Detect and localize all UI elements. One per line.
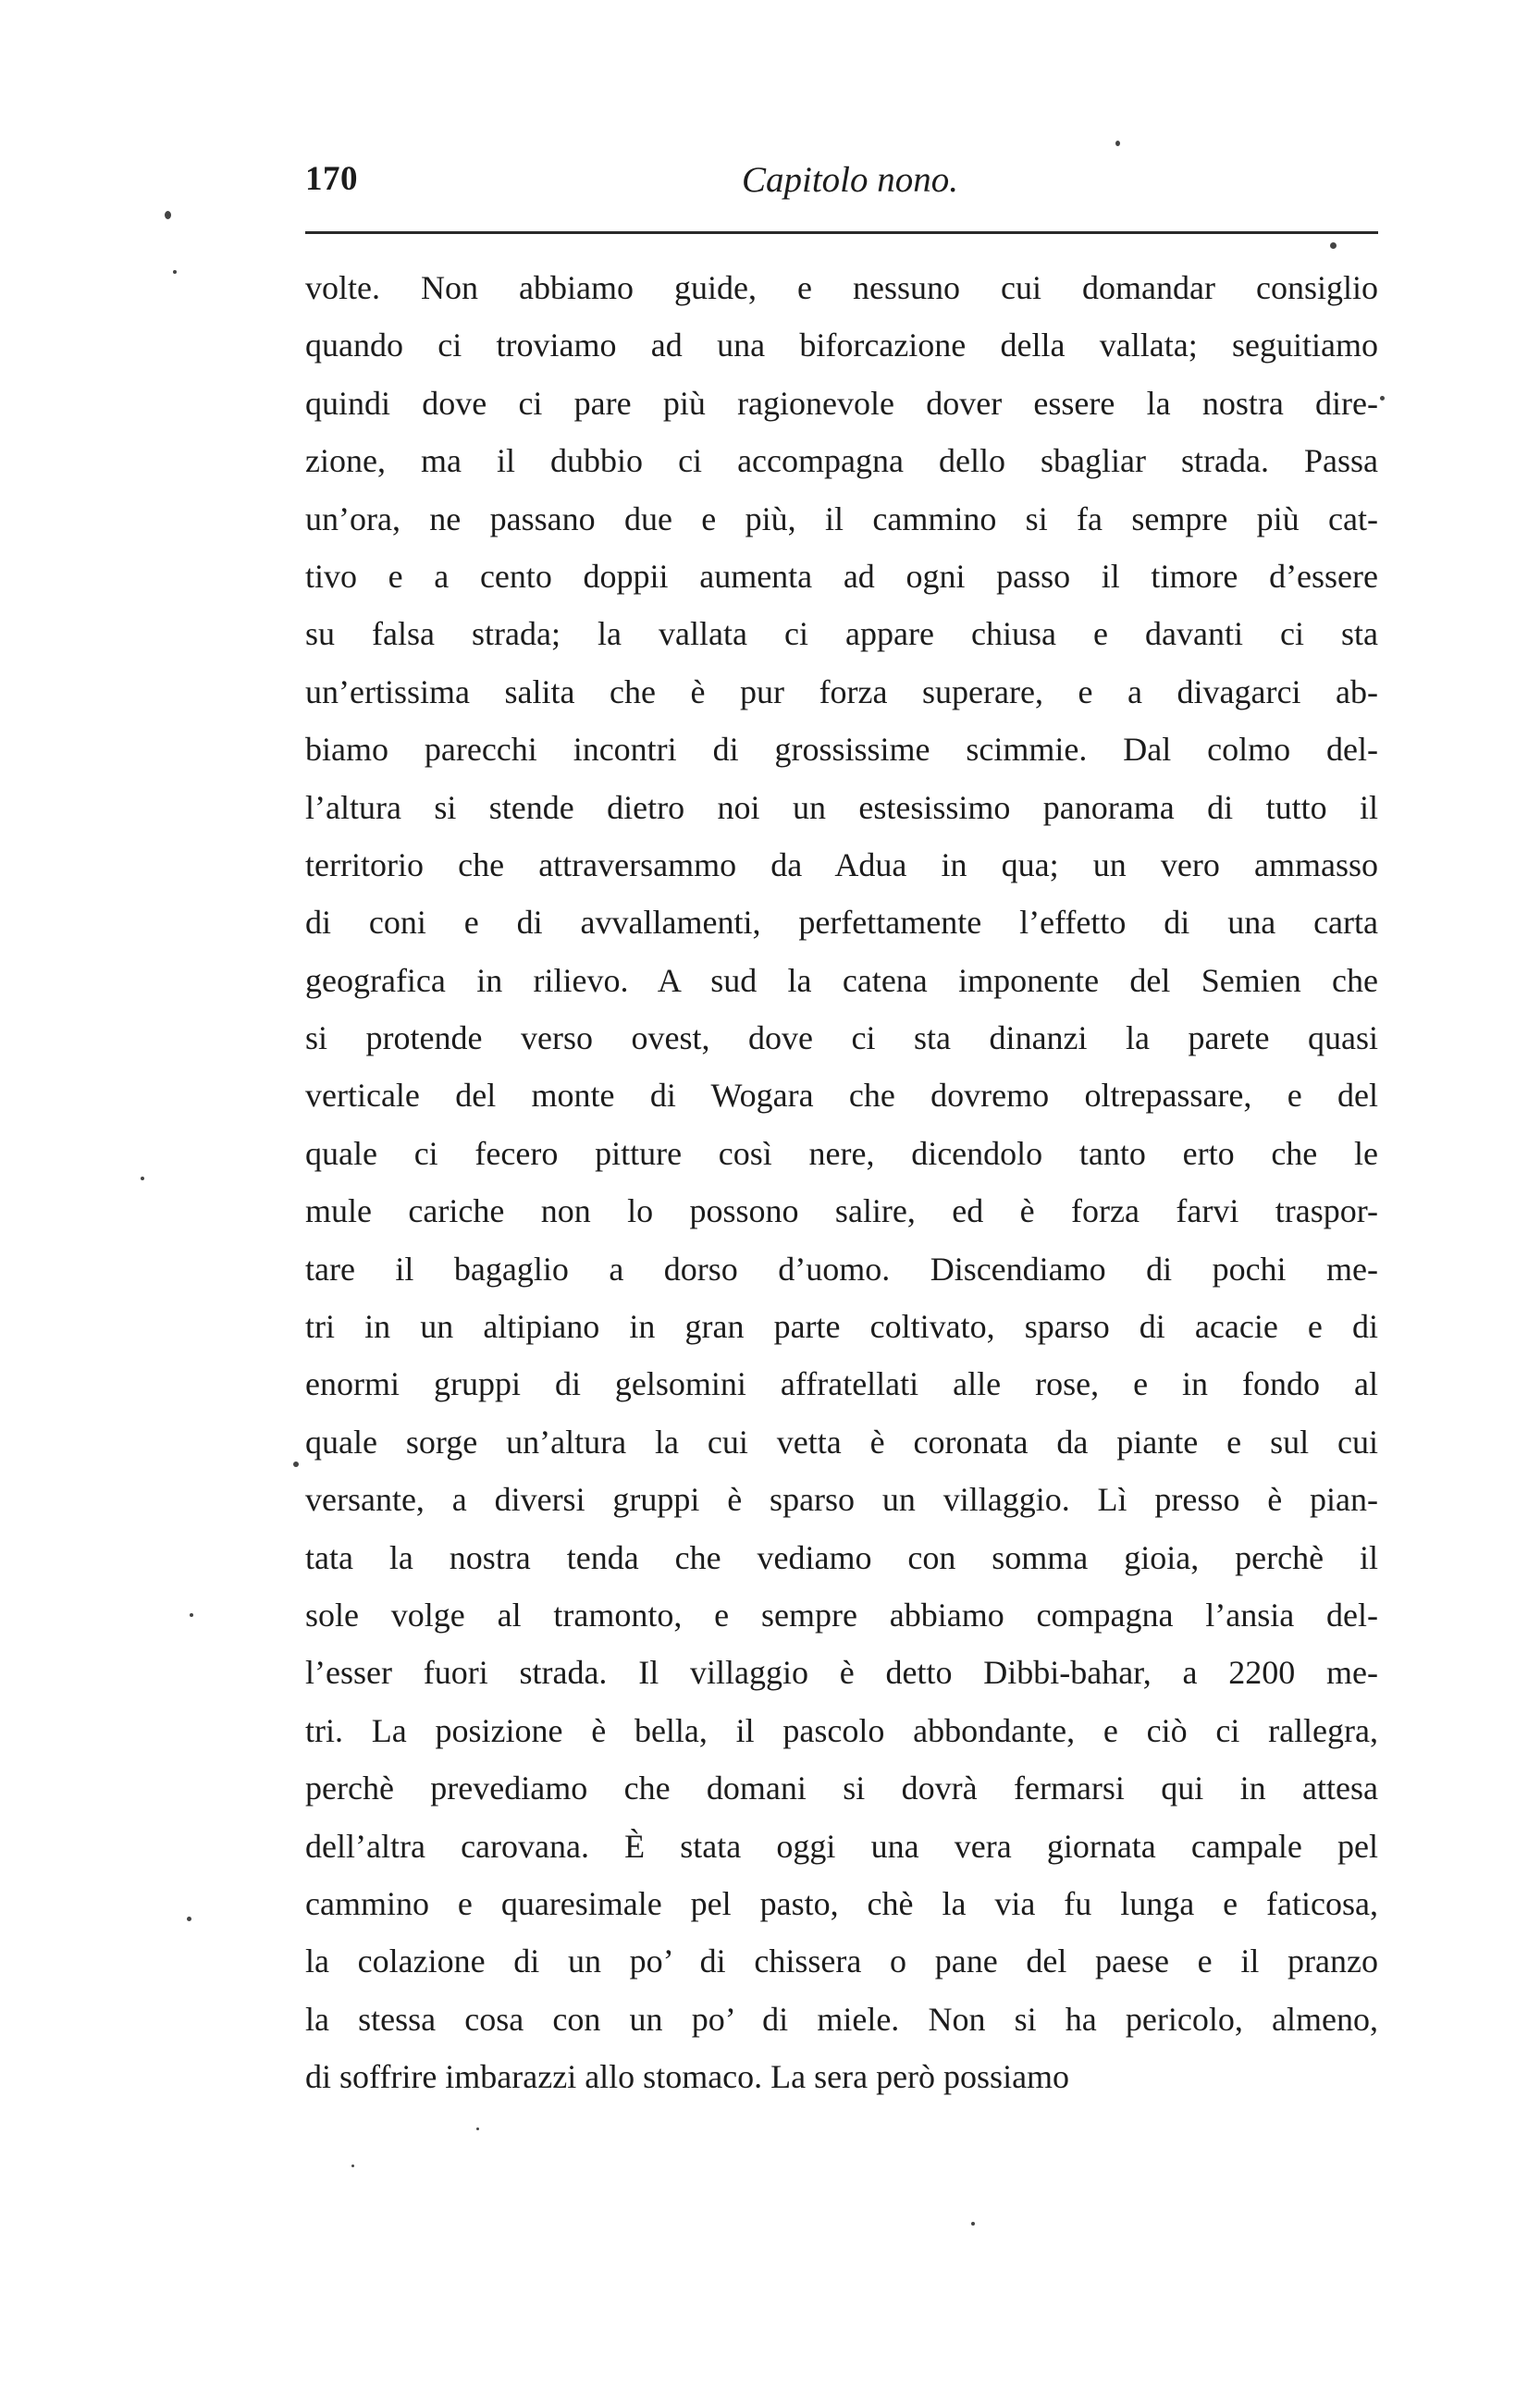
scan-speck (141, 1177, 144, 1180)
text-line: un’ertissima salita che è pur forza superare, e a divagarci ab- (305, 672, 1378, 710)
text-line: perchè prevediamo che domani si dovrà fermarsi qui in attesa (305, 1770, 1378, 1807)
text-line: tivo e a cento doppii aumenta ad ogni passo il timore d’essere (305, 557, 1378, 595)
text-line: territorio che attraversammo da Adua in qua; un vero ammasso (305, 845, 1378, 883)
text-line: biamo parecchi incontri di grossissime scimmie. Dal colmo del- (305, 731, 1378, 769)
scan-speck (1380, 396, 1385, 401)
text-line: tri. La posizione è bella, il pascolo abbondante, e ciò ci rallegra, (305, 1711, 1378, 1749)
text-line: quindi dove ci pare più ragionevole dover essere la nostra dire- (305, 384, 1378, 422)
text-line: di soffrire imbarazzi allo stomaco. La sera però possiamo (305, 2058, 1070, 2096)
scan-speck (165, 211, 171, 219)
text-line: dell’altra carovana. È stata oggi una vera giornata campale pel (305, 1827, 1378, 1865)
text-line: volte. Non abbiamo guide, e nessuno cui domandar consiglio (305, 269, 1378, 306)
scan-speck (476, 2128, 479, 2130)
page-header (305, 155, 1378, 211)
scan-speck (187, 1917, 191, 1921)
text-line: tri in un altipiano in gran parte coltivato, sparso di acacie e di (305, 1308, 1378, 1346)
text-line: versante, a diversi gruppi è sparso un villaggio. Lì presso è pian- (305, 1481, 1378, 1519)
text-line: quale sorge un’altura la cui vetta è coronata da piante e sul cui (305, 1423, 1378, 1461)
text-line: zione, ma il dubbio ci accompagna dello sbagliar strada. Passa (305, 442, 1378, 480)
scan-speck (173, 270, 177, 274)
text-line: quale ci fecero pitture così nere, dicendolo tanto erto che le (305, 1134, 1378, 1172)
text-line: enormi gruppi di gelsomini affratellati alle rose, e in fondo al (305, 1365, 1378, 1403)
header-rule (305, 231, 1378, 234)
scan-speck (293, 1462, 299, 1467)
text-line: su falsa strada; la vallata ci appare chiusa e davanti ci sta (305, 615, 1378, 653)
text-line: la stessa cosa con un po’ di miele. Non si ha pericolo, almeno, (305, 2000, 1378, 2038)
text-line: mule cariche non lo possono salire, ed è forza farvi traspor- (305, 1192, 1378, 1230)
scan-speck (1330, 242, 1337, 249)
text-line: l’altura si stende dietro noi un estesissimo panorama di tutto il (305, 788, 1378, 826)
scan-speck (1115, 141, 1120, 146)
text-line: sole volge al tramonto, e sempre abbiamo compagna l’ansia del- (305, 1596, 1378, 1634)
text-line: tare il bagaglio a dorso d’uomo. Discendiamo di pochi me- (305, 1250, 1378, 1288)
running-title: Capitolo nono. (742, 160, 959, 200)
scan-speck (971, 2222, 975, 2226)
text-line: l’esser fuori strada. Il villaggio è detto Dibbi-bahar, a 2200 me- (305, 1654, 1378, 1692)
text-line: si protende verso ovest, dove ci sta dinanzi la parete quasi (305, 1019, 1378, 1057)
scan-speck (190, 1613, 193, 1617)
text-line: tata la nostra tenda che vediamo con somma gioia, perchè il (305, 1538, 1378, 1576)
text-line: di coni e di avvallamenti, perfettamente l’effetto di una carta (305, 904, 1378, 942)
page-number: 170 (305, 160, 358, 198)
scan-speck (351, 2164, 354, 2167)
text-line: un’ora, ne passano due e più, il cammino si fa sempre più cat- (305, 500, 1378, 537)
text-line: geografica in rilievo. A sud la catena imponente del Semien che (305, 961, 1378, 999)
body-text (305, 259, 1378, 2106)
text-line: cammino e quaresimale pel pasto, chè la via fu lunga e faticosa, (305, 1884, 1378, 1922)
text-line: verticale del monte di Wogara che dovremo oltrepassare, e del (305, 1077, 1378, 1115)
text-line: la colazione di un po’ di chissera o pane del paese e il pranzo (305, 1942, 1378, 1980)
text-line: quando ci troviamo ad una biforcazione della vallata; seguitiamo (305, 327, 1378, 364)
